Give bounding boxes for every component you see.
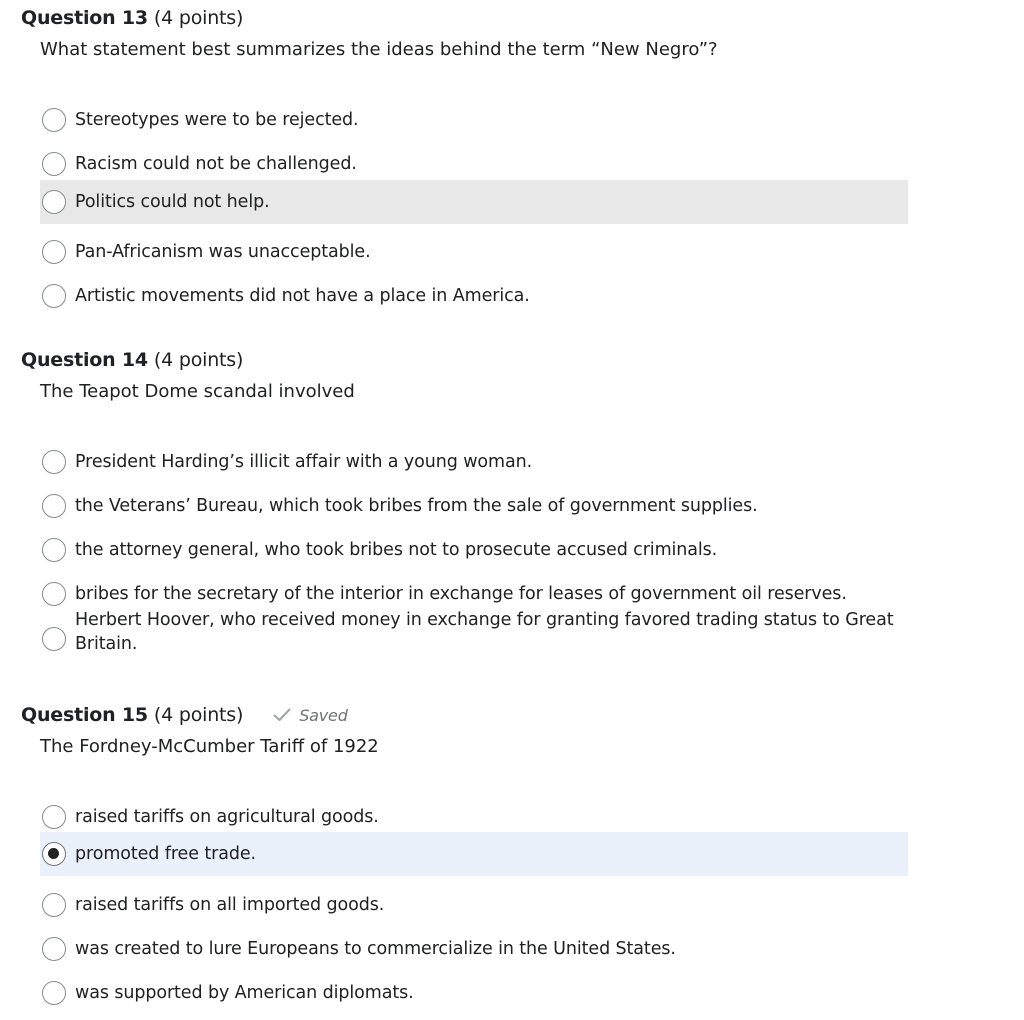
- radio-checked-icon[interactable]: [42, 842, 66, 866]
- checkmark-icon: [273, 708, 291, 722]
- answer-label[interactable]: raised tariffs on all imported goods.: [75, 894, 385, 915]
- radio-unchecked-icon[interactable]: [42, 284, 66, 308]
- question-header: [21, 348, 243, 372]
- radio-unchecked-icon[interactable]: [42, 893, 66, 917]
- saved-label: Saved: [299, 705, 348, 725]
- answer-option[interactable]: [40, 528, 908, 571]
- question-prompt: What statement best summarizes the ideas behind the term “New Negro”?: [40, 39, 718, 60]
- question-header: [21, 6, 243, 30]
- answer-option[interactable]: [40, 274, 908, 317]
- answer-option[interactable]: [40, 927, 908, 970]
- answer-option[interactable]: [40, 440, 908, 483]
- answer-label[interactable]: Racism could not be challenged.: [75, 153, 357, 174]
- radio-unchecked-icon[interactable]: [42, 108, 66, 132]
- question-prompt: The Teapot Dome scandal involved: [40, 381, 355, 402]
- radio-unchecked-icon[interactable]: [42, 627, 66, 651]
- answer-option[interactable]: [40, 142, 908, 185]
- radio-unchecked-icon[interactable]: [42, 981, 66, 1005]
- answer-label[interactable]: the Veterans’ Bureau, which took bribes from the sale of government supplies.: [75, 495, 758, 516]
- answer-label[interactable]: promoted free trade.: [75, 844, 256, 864]
- radio-unchecked-icon[interactable]: [42, 152, 66, 176]
- answer-option[interactable]: [40, 98, 908, 141]
- answer-label[interactable]: President Harding’s illicit affair with a young woman.: [75, 451, 533, 472]
- answer-option[interactable]: [40, 180, 908, 224]
- answer-label[interactable]: was created to lure Europeans to commercialize in the United States.: [75, 938, 676, 959]
- answer-label[interactable]: was supported by American diplomats.: [75, 982, 414, 1003]
- answer-label[interactable]: Artistic movements did not have a place in America.: [75, 285, 530, 306]
- question-points: (4 points): [153, 704, 244, 726]
- question-title: Question 15: [21, 704, 148, 726]
- answer-label[interactable]: raised tariffs on agricultural goods.: [75, 806, 379, 827]
- radio-unchecked-icon[interactable]: [42, 538, 66, 562]
- question-title: Question 13: [21, 7, 148, 29]
- answer-option[interactable]: [40, 610, 908, 666]
- radio-unchecked-icon[interactable]: [42, 240, 66, 264]
- answer-label[interactable]: Politics could not help.: [75, 192, 270, 212]
- question-points: (4 points): [153, 7, 244, 29]
- answer-label[interactable]: bribes for the secretary of the interior in exchange for leases of government oil reserves.: [75, 583, 847, 604]
- answer-label[interactable]: Pan-Africanism was unacceptable.: [75, 241, 371, 262]
- answer-label[interactable]: Herbert Hoover, who received money in exchange for granting favored trading status to Great Britain.: [75, 610, 894, 654]
- radio-unchecked-icon[interactable]: [42, 494, 66, 518]
- radio-unchecked-icon[interactable]: [42, 937, 66, 961]
- question-title: Question 14: [21, 349, 148, 371]
- radio-unchecked-icon[interactable]: [42, 805, 66, 829]
- answer-option[interactable]: [40, 883, 908, 926]
- answer-option-selected[interactable]: [40, 832, 908, 876]
- answer-label[interactable]: Stereotypes were to be rejected.: [75, 109, 359, 130]
- radio-unchecked-icon[interactable]: [42, 582, 66, 606]
- question-prompt: The Fordney-McCumber Tariff of 1922: [40, 736, 379, 757]
- question-header: [21, 703, 348, 727]
- radio-unchecked-icon[interactable]: [42, 190, 66, 214]
- saved-status: [273, 706, 347, 725]
- answer-label[interactable]: the attorney general, who took bribes not to prosecute accused criminals.: [75, 539, 718, 560]
- answer-option[interactable]: [40, 971, 908, 1014]
- radio-unchecked-icon[interactable]: [42, 450, 66, 474]
- question-points: (4 points): [153, 349, 244, 371]
- answer-option[interactable]: [40, 484, 908, 527]
- answer-option[interactable]: [40, 230, 908, 273]
